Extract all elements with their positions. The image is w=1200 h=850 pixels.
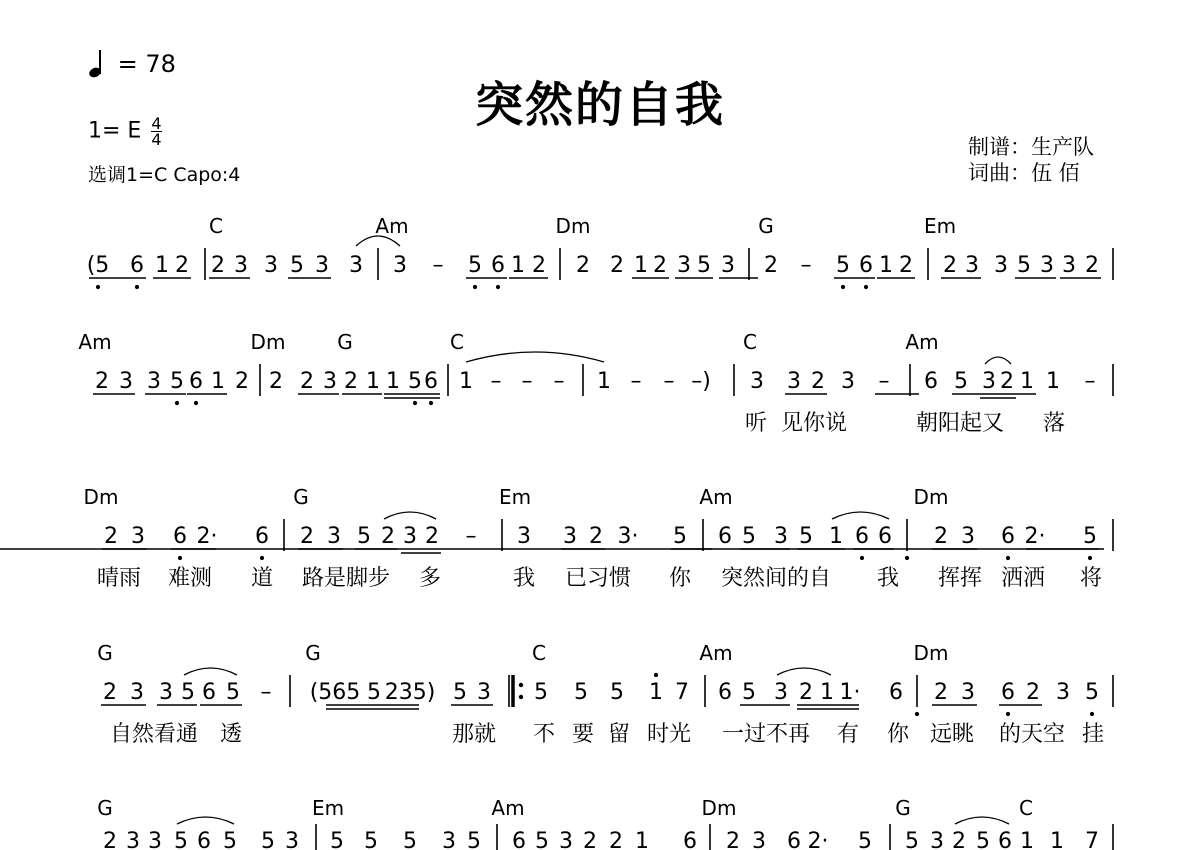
slur-arc (384, 512, 436, 519)
note: 2 (899, 253, 913, 278)
note: 3 (234, 253, 248, 278)
note: 5 (1083, 524, 1097, 549)
note: 5 (174, 829, 188, 850)
lyric-text: 落 (1042, 411, 1066, 436)
note: 6 (855, 524, 869, 549)
lyric-text: 留 (607, 722, 631, 747)
note: 3 (264, 253, 278, 278)
note: 5 (742, 680, 756, 705)
note: 5 (742, 524, 756, 549)
note: 3 (677, 253, 691, 278)
note: 1 (386, 369, 400, 394)
lyric-text: 路是脚步 (301, 566, 391, 591)
chord-label: Am (905, 330, 939, 354)
note: – (800, 253, 812, 278)
note: 3 (750, 369, 764, 394)
note: 3 (1040, 253, 1054, 278)
octave-dot-low (1006, 556, 1010, 560)
lyric-text: 听 (744, 411, 768, 436)
note: 2 (952, 829, 966, 850)
chord-label: Dm (250, 330, 286, 354)
octave-dot-low (860, 556, 864, 560)
octave-dot-low (178, 556, 182, 560)
note: 6 (424, 369, 438, 394)
octave-dot-low (1090, 712, 1094, 716)
slur-arc (177, 817, 234, 824)
lyric-text: 自然看通 (109, 722, 199, 747)
song-title: 突然的自我 (474, 77, 725, 133)
note: 3 (393, 253, 407, 278)
octave-dot-low (260, 556, 264, 560)
note: 3 (349, 253, 363, 278)
note: 2 (95, 369, 109, 394)
chord-label: G (895, 796, 911, 820)
note: 3 (752, 829, 766, 850)
note: 6 (512, 829, 526, 850)
octave-dot-low (1088, 556, 1092, 560)
note: 5 (905, 829, 919, 850)
chord-label: C (209, 214, 223, 238)
note: 2 (610, 253, 624, 278)
chord-label: Am (491, 796, 525, 820)
note: 3 (131, 524, 145, 549)
note: 3 (285, 829, 299, 850)
note: 2· (196, 524, 218, 549)
lyric-text: 一过不再 (721, 722, 811, 747)
lyric-text: 那就 (451, 722, 497, 747)
note: 3 (1062, 253, 1076, 278)
lyric-text: 多 (418, 566, 442, 591)
note: 2 (934, 680, 948, 705)
note: 3 (965, 253, 979, 278)
note: 3 (148, 829, 162, 850)
note: – (663, 369, 675, 394)
note: 5 (673, 524, 687, 549)
chord-label: C (532, 641, 546, 665)
note: 5 (364, 829, 378, 850)
lyric-text: 你 (886, 722, 910, 747)
octave-dot-low (864, 285, 868, 289)
note: – (521, 369, 533, 394)
note: 3 (559, 829, 573, 850)
note: 2 (381, 524, 395, 549)
note: 2 (653, 253, 667, 278)
note: 2 (211, 253, 225, 278)
note: (565 (309, 680, 361, 705)
note: 3· (617, 524, 639, 549)
note: 6 (197, 829, 211, 850)
note: 5 (408, 369, 422, 394)
octave-dot-low (96, 285, 100, 289)
chord-label: G (293, 485, 309, 509)
lyric-text: 见你说 (780, 411, 848, 436)
note: – (432, 253, 444, 278)
chord-label: Em (498, 485, 532, 509)
note: 2 (103, 829, 117, 850)
octave-dot-high (654, 673, 658, 677)
note: 3 (1056, 680, 1070, 705)
chord-label: Dm (83, 485, 119, 509)
composer-credit: 词曲：伍 佰 (968, 161, 1080, 185)
note: 2 (344, 369, 358, 394)
note: 5 (535, 829, 549, 850)
lyric-text: 将 (1079, 566, 1103, 591)
note: 5 (290, 253, 304, 278)
note: 1 (155, 253, 169, 278)
note: 2 (811, 369, 825, 394)
lyric-text: 我 (876, 566, 900, 591)
slur-arc (184, 668, 237, 675)
note: 6 (1001, 680, 1015, 705)
note: 5 (181, 680, 195, 705)
chord-label: Dm (913, 485, 949, 509)
note: 2 (103, 680, 117, 705)
note: 2 (576, 253, 590, 278)
octave-dot-low (135, 285, 139, 289)
chord-label: Am (375, 214, 409, 238)
note: 6 (998, 829, 1012, 850)
note: 6 (189, 369, 203, 394)
note: 3 (774, 524, 788, 549)
note: 5 (223, 829, 237, 850)
note: 3 (721, 253, 735, 278)
slur-arc (777, 668, 831, 675)
note: (5 (86, 253, 110, 278)
note: 3 (563, 524, 577, 549)
note: – (260, 680, 272, 705)
note: 3 (774, 680, 788, 705)
note: 2 (589, 524, 603, 549)
chord-label: Am (699, 485, 733, 509)
note: 1 (597, 369, 611, 394)
lyric-text: 不 (532, 722, 556, 747)
note: 3 (315, 253, 329, 278)
note: 5 (697, 253, 711, 278)
time-sig-top: 4 (151, 114, 162, 133)
chord-label: G (337, 330, 353, 354)
note: 2 (300, 524, 314, 549)
note: 2· (1024, 524, 1046, 549)
note: – (553, 369, 565, 394)
lyric-text: 要 (571, 722, 595, 747)
key-label: 1= E (88, 118, 142, 144)
note: 3 (994, 253, 1008, 278)
chord-label: G (97, 641, 113, 665)
note: 1 (635, 829, 649, 850)
octave-dot-low (915, 712, 919, 716)
note: – (1084, 369, 1096, 394)
note: 6 (859, 253, 873, 278)
note: 1 (879, 253, 893, 278)
note: 1· (839, 680, 861, 705)
note: 5 (453, 680, 467, 705)
note: 3 (982, 369, 996, 394)
octave-dot-low (194, 401, 198, 405)
chord-label: Am (78, 330, 112, 354)
note: 2 (269, 369, 283, 394)
note: 6 (787, 829, 801, 850)
note: – (630, 369, 642, 394)
note: 3 (930, 829, 944, 850)
note: 5 (1017, 253, 1031, 278)
note: 3 (442, 829, 456, 850)
system-4 (97, 641, 1113, 747)
note: 5 (976, 829, 990, 850)
lyric-text: 有 (836, 722, 860, 747)
note: 5 (261, 829, 275, 850)
chord-label: Dm (913, 641, 949, 665)
note: 1 (1020, 829, 1034, 850)
note: 3 (126, 829, 140, 850)
note: 5 (467, 829, 481, 850)
slur-arc (832, 512, 889, 519)
note: 6 (924, 369, 938, 394)
lyric-text: 难测 (167, 566, 213, 591)
note: 3 (787, 369, 801, 394)
system-1 (87, 214, 1113, 289)
tie-arc (466, 352, 604, 362)
lyric-text: 远眺 (929, 722, 975, 747)
lyric-text: 你 (668, 566, 692, 591)
note: 1 (649, 680, 663, 705)
chord-label: Am (699, 641, 733, 665)
note: 5 (170, 369, 184, 394)
octave-dot-low (496, 285, 500, 289)
note: 2 (235, 369, 249, 394)
octave-dot-low (1006, 712, 1010, 716)
note: 1 (820, 680, 834, 705)
note: 2 (1026, 680, 1040, 705)
note: 5 (534, 680, 548, 705)
note: 5 (799, 524, 813, 549)
lyric-text: 我 (512, 566, 536, 591)
capo-info: 选调1=C Capo:4 (88, 164, 241, 186)
note: 5 (330, 829, 344, 850)
note: – (465, 524, 477, 549)
note: 5 (367, 680, 381, 705)
note: 1 (511, 253, 525, 278)
note: 1 (366, 369, 380, 394)
note: 2· (807, 829, 829, 850)
note: 6 (202, 680, 216, 705)
octave-dot-low (841, 285, 845, 289)
note: 7 (675, 680, 689, 705)
note: 3 (961, 680, 975, 705)
note: 6 (173, 524, 187, 549)
chord-label: Em (311, 796, 345, 820)
note: 3 (119, 369, 133, 394)
note: 5 (574, 680, 588, 705)
note: 2 (609, 829, 623, 850)
note: 3 (323, 369, 337, 394)
octave-dot-low (413, 401, 417, 405)
lyric-text: 洒洒 (1000, 566, 1046, 591)
note: 1 (459, 369, 473, 394)
chord-label: C (1019, 796, 1033, 820)
note: 2 (934, 524, 948, 549)
note: 3 (961, 524, 975, 549)
octave-dot-low (429, 401, 433, 405)
note: 6 (718, 680, 732, 705)
tempo-value: = 78 (117, 50, 176, 78)
octave-dot-low (175, 401, 179, 405)
note: 2 (943, 253, 957, 278)
note: 3 (517, 524, 531, 549)
note: –) (691, 369, 711, 394)
system-3 (0, 485, 1113, 591)
note: 3 (403, 524, 417, 549)
note: 6 (889, 680, 903, 705)
note: 2 (104, 524, 118, 549)
slur-arc (985, 357, 1011, 364)
note: 3 (159, 680, 173, 705)
note: 2 (1000, 369, 1014, 394)
note: 1 (211, 369, 225, 394)
lyric-text: 道 (250, 566, 274, 591)
chord-label: G (305, 641, 321, 665)
note: 6 (718, 524, 732, 549)
note: 5 (610, 680, 624, 705)
note: 5 (226, 680, 240, 705)
lyric-text: 的天空 (998, 722, 1066, 747)
chord-label: C (743, 330, 757, 354)
note: 2 (764, 253, 778, 278)
octave-dot-low (473, 285, 477, 289)
lyric-text: 透 (219, 722, 243, 747)
note: 6 (491, 253, 505, 278)
note: 1 (634, 253, 648, 278)
note: 3 (477, 680, 491, 705)
note: 2 (583, 829, 597, 850)
note: 2 (425, 524, 439, 549)
chord-label: G (758, 214, 774, 238)
slur-arc (955, 817, 1009, 824)
lyric-text: 晴雨 (96, 566, 142, 591)
note: 5 (357, 524, 371, 549)
note: 6 (255, 524, 269, 549)
note: 235) (384, 680, 436, 705)
repeat-dot (519, 695, 523, 699)
chord-label: Em (923, 214, 957, 238)
note: 3 (841, 369, 855, 394)
system-2 (78, 330, 1113, 436)
note: 3 (130, 680, 144, 705)
lyric-text: 挂 (1081, 722, 1105, 747)
note: 7 (1085, 829, 1099, 850)
note: 5 (858, 829, 872, 850)
note: 5 (403, 829, 417, 850)
note: 5 (1085, 680, 1099, 705)
note: 3 (327, 524, 341, 549)
lyric-text: 突然间的自 (720, 566, 832, 591)
note: – (878, 369, 890, 394)
lyric-text: 朝阳起又 (915, 411, 1005, 436)
note: 2 (300, 369, 314, 394)
note: 1 (1046, 369, 1060, 394)
note: 2 (726, 829, 740, 850)
note: 5 (836, 253, 850, 278)
system-5 (97, 796, 1113, 850)
arranger-credit: 制谱：生产队 (968, 135, 1094, 159)
note: – (490, 369, 502, 394)
chord-label: C (450, 330, 464, 354)
note: 6 (1001, 524, 1015, 549)
chord-label: Dm (555, 214, 591, 238)
lyric-text: 已习惯 (564, 566, 632, 591)
note: 2 (799, 680, 813, 705)
octave-dot-low (905, 556, 909, 560)
note: 3 (147, 369, 161, 394)
repeat-dot (519, 683, 523, 687)
chord-label: G (97, 796, 113, 820)
note: 6 (878, 524, 892, 549)
note: 1 (1020, 369, 1034, 394)
note: 1 (829, 524, 843, 549)
note: 2 (175, 253, 189, 278)
note: 2 (1085, 253, 1099, 278)
note: 2 (532, 253, 546, 278)
lyric-text: 时光 (646, 722, 692, 747)
note: 1 (1050, 829, 1064, 850)
note: 6 (130, 253, 144, 278)
note: 6 (683, 829, 697, 850)
chord-label: Dm (701, 796, 737, 820)
time-sig-bottom: 4 (151, 130, 162, 149)
note: 5 (468, 253, 482, 278)
lyric-text: 挥挥 (937, 566, 983, 591)
note: 5 (954, 369, 968, 394)
